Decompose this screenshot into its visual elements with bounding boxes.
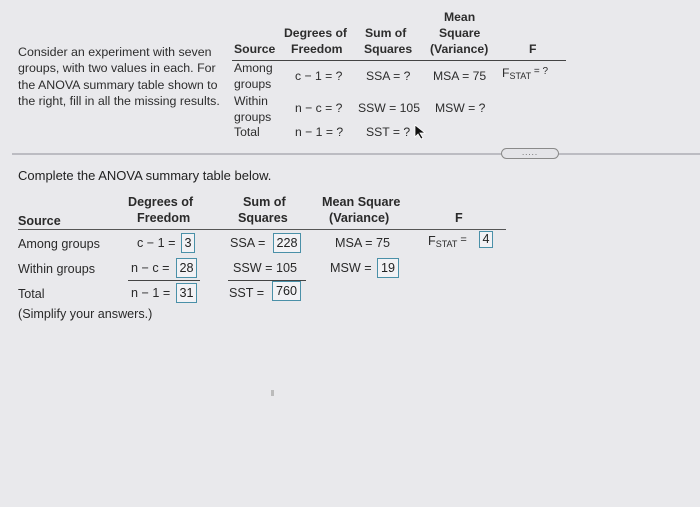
bt-total-label: Total xyxy=(18,287,45,301)
top-table-header-rule xyxy=(232,60,566,61)
among-ss-cell: SSA = ? xyxy=(366,69,411,83)
bt-total-ss-prefix: SST = xyxy=(229,286,265,300)
header-degrees-of: Degrees of xyxy=(284,26,347,40)
among-f-answer-box[interactable]: 4 xyxy=(479,231,493,248)
header-squares: Squares xyxy=(364,42,413,56)
instruction-text: Complete the ANOVA summary table below. xyxy=(18,168,272,183)
bt-within-df-prefix: n − c = xyxy=(131,261,170,275)
bt-among-ms: MSA = 75 xyxy=(335,236,390,250)
bt-among-ss-prefix: SSA = xyxy=(230,236,266,250)
header-sum-of: Sum of xyxy=(365,26,407,40)
bt-among-label: Among groups xyxy=(18,237,100,251)
among-label-line1: Among xyxy=(234,61,273,75)
bt-within-ms-prefix: MSW = xyxy=(330,261,372,275)
bt-total-df-prefix: n − 1 = xyxy=(131,286,171,300)
among-ss-answer-box[interactable]: 228 xyxy=(273,233,301,253)
expand-more-button[interactable]: ..... xyxy=(501,148,559,159)
within-label-line1: Within xyxy=(234,94,268,108)
bt-header-mean-square: Mean Square xyxy=(322,195,401,209)
stray-mark xyxy=(271,390,274,396)
bt-header-source: Source xyxy=(18,214,61,228)
within-df-cell: n − c = ? xyxy=(295,101,343,115)
simplify-note: (Simplify your answers.) xyxy=(18,307,153,321)
within-ms-cell: MSW = ? xyxy=(435,101,486,115)
header-source: Source xyxy=(234,42,276,56)
header-freedom: Freedom xyxy=(291,42,343,56)
bt-header-variance: (Variance) xyxy=(329,211,390,225)
total-ss-answer-box[interactable]: 760 xyxy=(272,281,301,301)
bottom-table-header-rule xyxy=(18,229,506,230)
among-f-cell: $F_{STAT}$ = ? xyxy=(502,66,549,81)
within-ss-cell: SSW = 105 xyxy=(358,101,420,115)
within-ms-answer-box[interactable]: 19 xyxy=(377,258,399,278)
bt-header-sum-of: Sum of xyxy=(243,195,286,209)
total-df-answer-box[interactable]: 31 xyxy=(176,283,197,303)
header-square: Square xyxy=(439,26,481,40)
total-df-cell: n − 1 = ? xyxy=(295,125,344,139)
bt-header-degrees-of: Degrees of xyxy=(128,195,194,209)
header-f: F xyxy=(529,42,537,56)
bt-header-freedom: Freedom xyxy=(137,211,191,225)
within-df-answer-box[interactable]: 28 xyxy=(176,258,197,278)
within-label-line2: groups xyxy=(234,110,272,124)
section-separator xyxy=(12,153,700,155)
within-df-underline xyxy=(128,280,200,281)
mouse-pointer-icon xyxy=(413,124,427,140)
among-label-line2: groups xyxy=(234,77,272,91)
bt-within-ss: SSW = 105 xyxy=(233,261,298,275)
bt-within-label: Within groups xyxy=(18,262,95,276)
header-variance: (Variance) xyxy=(430,42,489,56)
header-mean: Mean xyxy=(444,10,476,24)
bt-header-squares: Squares xyxy=(238,211,288,225)
problem-statement: Consider an experiment with seven groups, with two values in each. For the ANOVA summary table shown to the right, fill in all the missing results. xyxy=(18,45,220,109)
bt-header-f: F xyxy=(455,211,463,225)
among-df-cell: c − 1 = ? xyxy=(295,69,343,83)
among-df-answer-box[interactable]: 3 xyxy=(181,233,195,253)
bt-among-f-label: $F_{STAT}$ = xyxy=(428,234,467,249)
among-ms-cell: MSA = 75 xyxy=(433,69,487,83)
total-label: Total xyxy=(234,125,260,139)
total-ss-cell: SST = ? xyxy=(366,125,411,139)
bt-among-df-prefix: c − 1 = xyxy=(137,236,176,250)
